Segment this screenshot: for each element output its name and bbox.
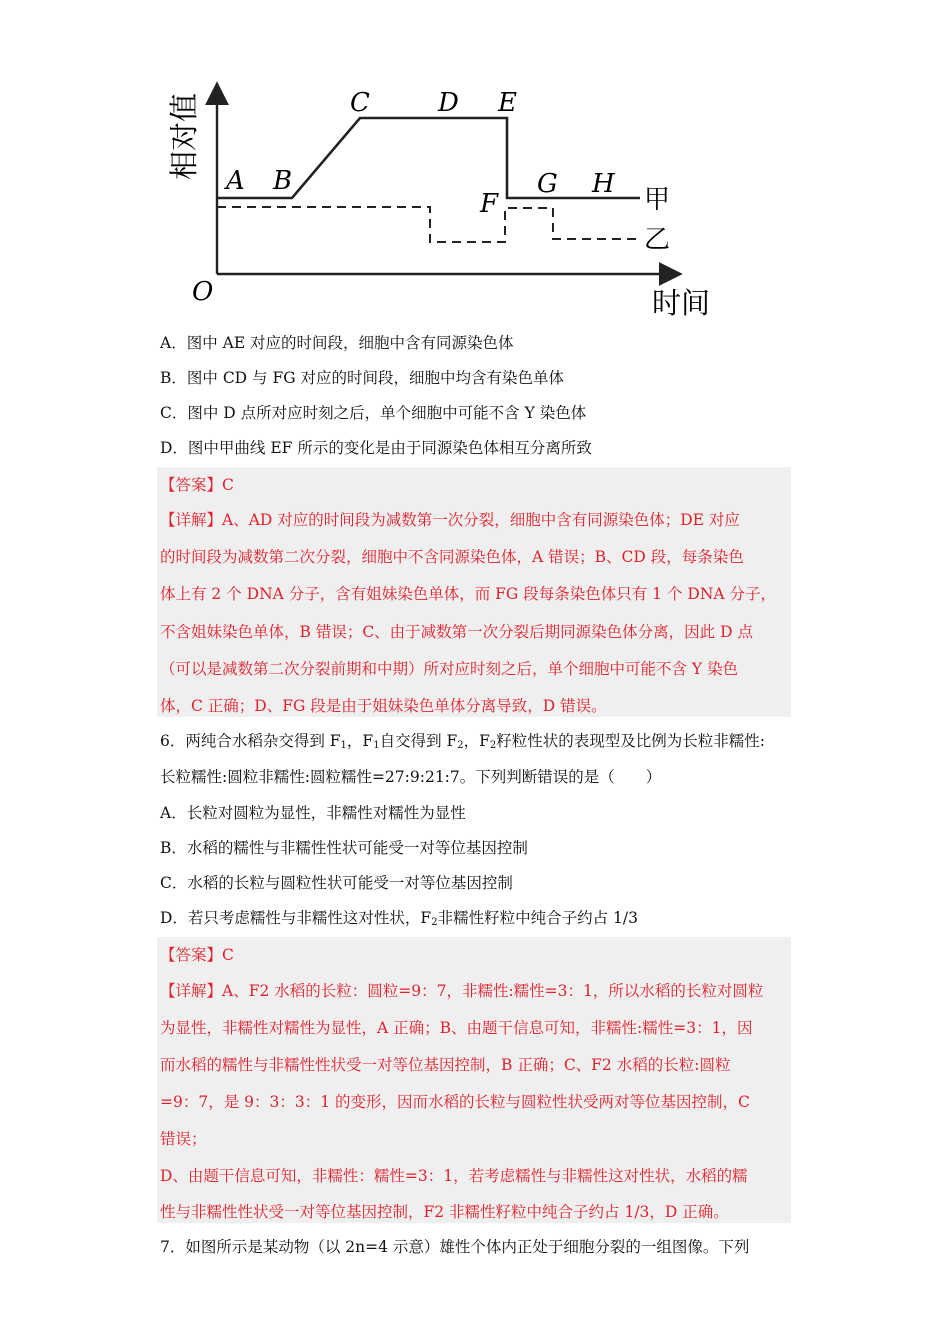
point-label-a: A <box>226 166 245 196</box>
q6-option-a: A．长粒对圆粒为显性，非糯性对糯性为显性 <box>160 804 466 822</box>
q5-answer: 【答案】C <box>160 476 234 494</box>
q5-option-d: D．图中甲曲线 EF 所示的变化是由于同源染色体相互分离所致 <box>160 439 592 457</box>
q6-explanation-line: 性与非糯性性状受一对等位基因控制，F2 非糯性籽粒中纯合子约占 1/3，D 正确。 <box>160 1203 729 1221</box>
q5-explanation-line: 【详解】A、AD 对应的时间段为减数第一次分裂，细胞中含有同源染色体；DE 对应 <box>160 511 740 529</box>
q6-explanation-line: 【详解】A、F2 水稻的长粒：圆粒=9：7，非糯性:糯性=3：1，所以水稻的长粒对圆粒 <box>160 982 764 1000</box>
curve-label-yi: 乙 <box>644 224 671 254</box>
q6-explanation-line: D、由题干信息可知，非糯性：糯性=3：1，若考虑糯性与非糯性这对性状，水稻的糯 <box>160 1167 748 1185</box>
point-labels <box>224 88 616 219</box>
q6-stem-line1: 6．两纯合水稻杂交得到 $F_1$，$F_1$自交得到 $F_2$，$F_2$籽粒性状的表现型及比例为长粒非糯性: <box>160 732 765 751</box>
q6-answer: 【答案】C <box>160 946 234 964</box>
x-axis-label: 时间 <box>652 288 711 320</box>
origin-label: O <box>192 277 214 307</box>
q5-option-c: C．图中 D 点所对应时刻之后，单个细胞中可能不含 Y 染色体 <box>160 404 587 422</box>
q6-stem-line2: 长粒糯性:圆粒非糯性:圆粒糯性=27:9:21:7。下列判断错误的是（ ） <box>160 768 662 786</box>
point-label-c: C <box>350 88 370 118</box>
q5-option-b: B．图中 CD 与 FG 对应的时间段，细胞中均含有染色单体 <box>160 369 565 387</box>
y-axis-label: 相对值 <box>169 92 201 180</box>
point-label-e: E <box>498 88 517 118</box>
point-label-g: G <box>537 169 558 199</box>
point-label-b: B <box>273 166 293 196</box>
point-label-d: D <box>438 88 459 118</box>
curve-yi <box>217 207 640 242</box>
q5-explanation-line: 的时间段为减数第二次分裂，细胞中不含同源染色体，A 错误；B、CD 段，每条染色 <box>160 548 744 566</box>
q6-answer-box <box>157 937 791 1223</box>
q5-option-a: A．图中 AE 对应的时间段，细胞中含有同源染色体 <box>160 334 514 352</box>
q6-option-b: B．水稻的糯性与非糯性性状可能受一对等位基因控制 <box>160 839 528 857</box>
curve-label-jia: 甲 <box>644 184 671 214</box>
q6-option-c: C．水稻的长粒与圆粒性状可能受一对等位基因控制 <box>160 874 513 892</box>
q6-explanation-line: 为显性，非糯性对糯性为显性，A 正确；B、由题干信息可知，非糯性:糯性=3：1，因 <box>160 1019 753 1037</box>
q6-explanation-line: =9：7，是 9：3：3：1 的变形，因而水稻的长粒与圆粒性状受两对等位基因控制，C <box>160 1093 750 1111</box>
relative-value-figure <box>160 68 740 330</box>
q5-explanation-line: 体，C 正确；D、FG 段是由于姐妹染色单体分离导致，D 错误。 <box>160 697 607 715</box>
q5-explanation-line: 不含姐妹染色单体，B 错误；C、由于减数第一次分裂后期同源染色体分离，因此 D 点 <box>160 623 753 641</box>
q6-explanation-line: 而水稻的糯性与非糯性性状受一对等位基因控制，B 正确；C、F2 水稻的长粒:圆粒 <box>160 1056 731 1074</box>
point-label-h: H <box>592 169 615 199</box>
point-label-f: F <box>480 189 499 219</box>
q5-explanation-line: 体上有 2 个 DNA 分子，含有姐妹染色单体，而 FG 段每条染色体只有 1 个 DNA 分子， <box>160 585 776 603</box>
q7-stem: 7．如图所示是某动物（以 2n=4 示意）雄性个体内正处于细胞分裂的一组图像。下列 <box>160 1238 750 1256</box>
q6-option-d: D．若只考虑糯性与非糯性这对性状，$F_2$非糯性籽粒中纯合子约占 1/3 <box>160 909 638 928</box>
q5-answer-box <box>157 467 791 717</box>
q5-explanation-line: （可以是减数第二次分裂前期和中期）所对应时刻之后，单个细胞中可能不含 Y 染色 <box>160 660 739 678</box>
q6-explanation-line: 错误； <box>160 1130 207 1148</box>
